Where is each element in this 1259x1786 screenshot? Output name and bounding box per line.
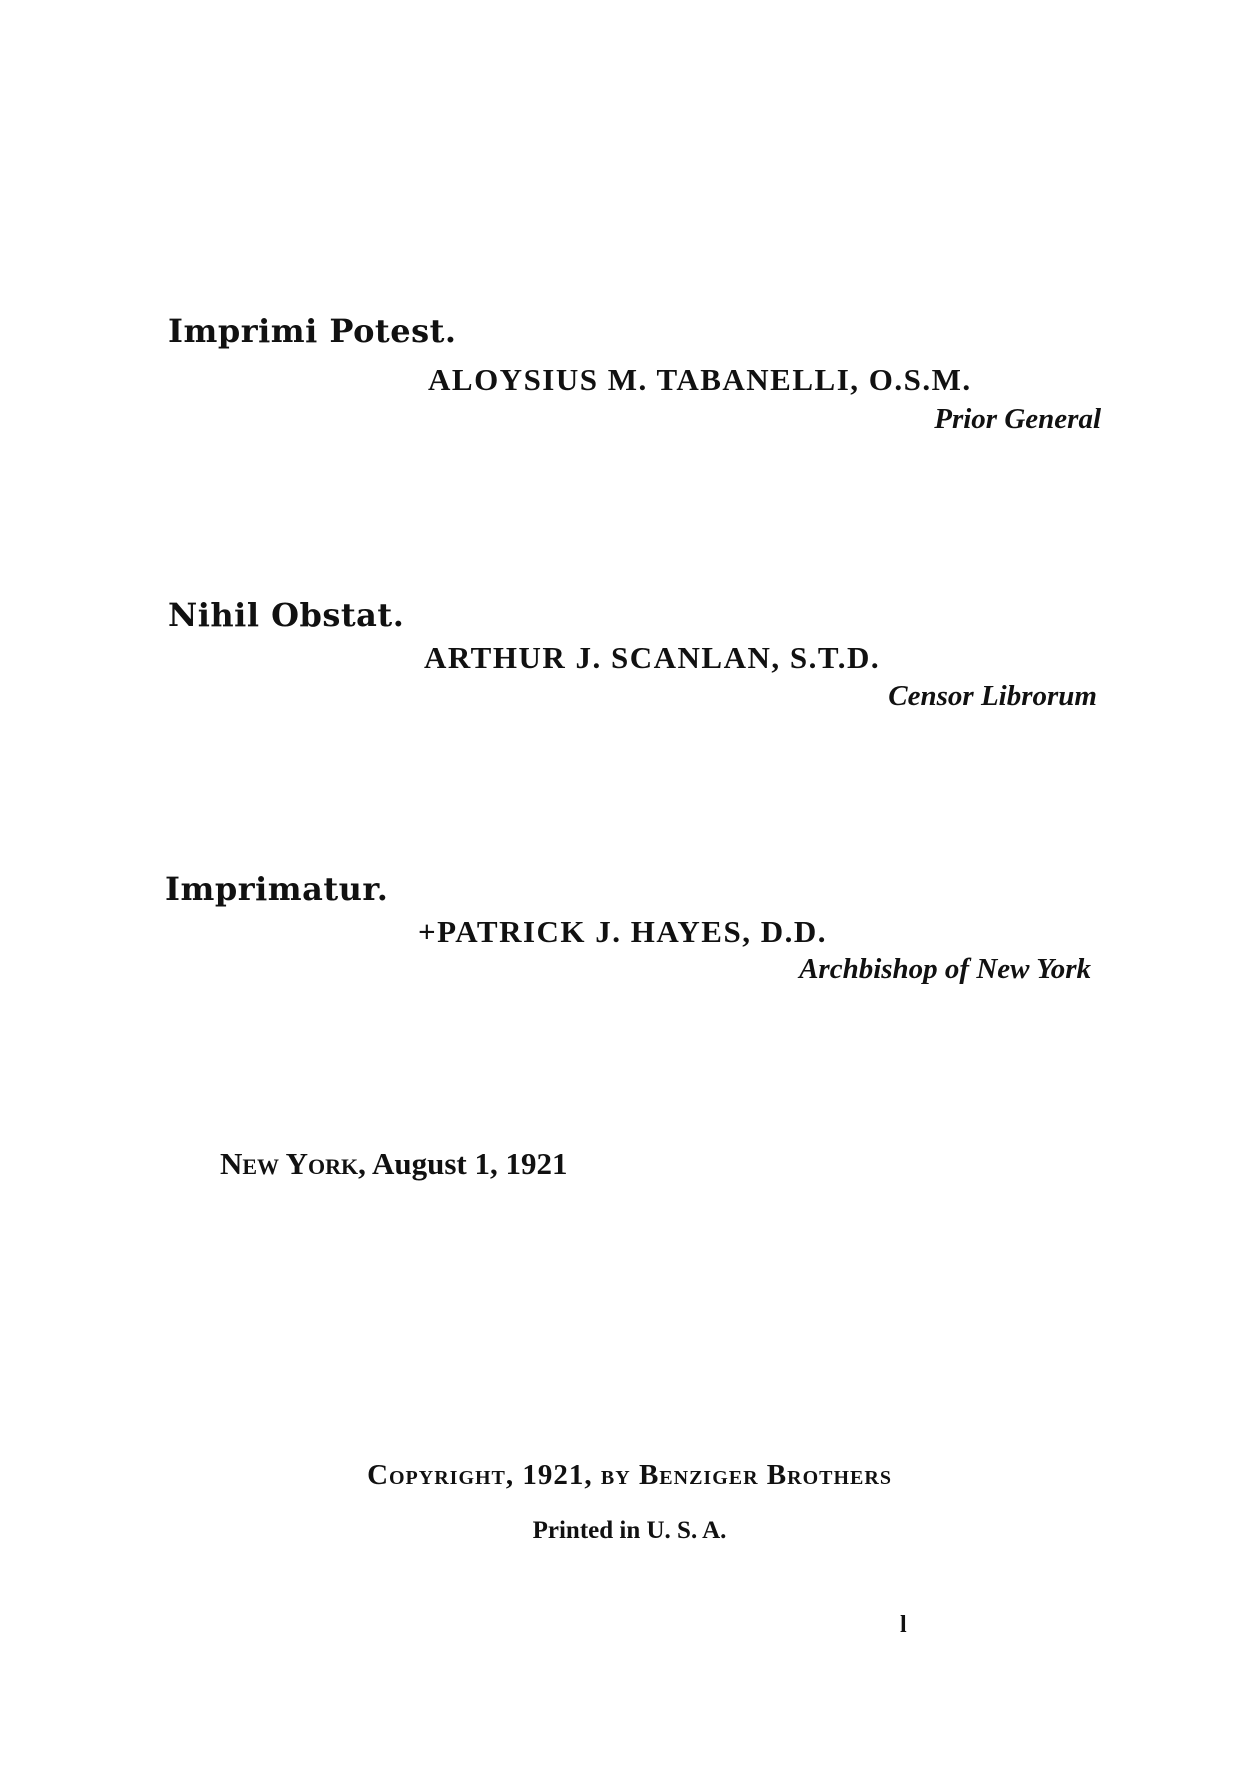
page-mark: l [900, 1612, 907, 1638]
nihil-obstat-heading: Nihil Obstat. [168, 596, 405, 634]
nihil-obstat-title: Censor Librorum [888, 680, 1097, 712]
imprimi-potest-title: Prior General [934, 403, 1101, 435]
imprimatur-name: +PATRICK J. HAYES, D.D. [418, 914, 827, 949]
imprimatur-heading: Imprimatur. [165, 870, 389, 908]
copyright-label: Copyright, [367, 1459, 515, 1491]
place: New York, [220, 1146, 366, 1181]
nihil-obstat-name: ARTHUR J. SCANLAN, S.T.D. [424, 640, 881, 675]
imprimi-potest-heading: Imprimi Potest. [168, 312, 457, 350]
place-date-line [220, 1146, 567, 1182]
copyright-by: by [600, 1459, 631, 1491]
imprimi-potest-name: ALOYSIUS M. TABANELLI, O.S.M. [428, 362, 972, 397]
date: August 1, 1921 [371, 1146, 568, 1181]
imprimatur-title: Archbishop of New York [799, 953, 1091, 985]
printed-in: Printed in U. S. A. [532, 1517, 727, 1544]
copyright-line [0, 1459, 1259, 1492]
copyright-publisher: Benziger Brothers [638, 1459, 892, 1491]
copyright-year: 1921, [522, 1459, 593, 1491]
